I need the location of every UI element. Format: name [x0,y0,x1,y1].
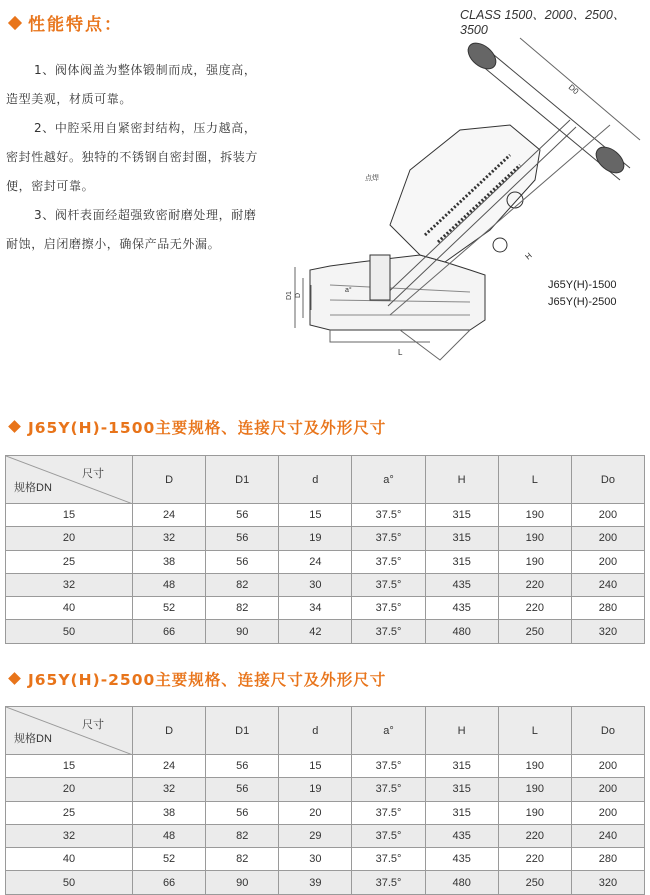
table-cell: 56 [206,527,279,550]
table-cell: 24 [133,504,206,527]
table-cell: 220 [498,597,571,620]
diamond-bullet-icon [8,16,22,30]
corner-header-cell [6,707,133,755]
table-cell: 220 [498,824,571,847]
table-cell: 200 [571,550,644,573]
table-cell: 280 [571,597,644,620]
table-row [6,824,645,847]
table-cell: 435 [425,848,498,871]
table-cell: 190 [498,778,571,801]
features-list [6,56,261,259]
table-cell: 15 [279,504,352,527]
table-cell: 42 [279,620,352,643]
diamond-bullet-icon [8,672,21,685]
table-row [6,550,645,573]
column-header: H [425,707,498,755]
table-cell: 315 [425,801,498,824]
table-cell: 48 [133,824,206,847]
table-cell: 66 [133,620,206,643]
features-heading-text: 性能特点： [28,15,123,35]
table-row [6,801,645,824]
table-cell: 82 [206,597,279,620]
table-row [6,848,645,871]
spec-table-1500 [5,455,645,644]
table-cell: 24 [133,755,206,778]
table-cell: 30 [279,848,352,871]
table-cell: 66 [133,871,206,894]
column-header: a° [352,456,425,504]
table-cell: 200 [571,801,644,824]
table2-title: J65Y(H)-2500主要规格、连接尺寸及外形尺寸 [28,671,387,689]
dim-a-label: a° [345,287,352,294]
table-row [6,597,645,620]
table-cell: 200 [571,755,644,778]
feature-item-3: 3、阀杆表面经超强致密耐磨处理，耐磨耐蚀，启闭磨擦小，确保产品无外漏。 [6,208,257,251]
column-header: D1 [206,456,279,504]
valve-drawing [270,30,650,370]
dim-d-label: D [295,292,302,298]
table-cell: 40 [6,848,133,871]
column-header: D1 [206,707,279,755]
table1-heading [8,416,386,438]
detail-label: 点焊 [365,174,379,182]
corner-top-label: 尺寸 [82,468,104,480]
table-cell: 20 [6,527,133,550]
table-cell: 56 [206,504,279,527]
table-cell: 15 [6,755,133,778]
table-cell: 200 [571,527,644,550]
table-cell: 38 [133,801,206,824]
table-cell: 220 [498,573,571,596]
table-cell: 190 [498,527,571,550]
corner-header-cell [6,456,133,504]
column-header: L [498,707,571,755]
column-header: d [279,707,352,755]
table-cell: 37.5° [352,848,425,871]
table-cell: 50 [6,620,133,643]
table-cell: 37.5° [352,824,425,847]
feature-item-1: 1、阀体阀盖为整体锻制而成，强度高，造型美观，材质可靠。 [6,63,257,106]
table-cell: 190 [498,550,571,573]
table-cell: 250 [498,871,571,894]
diamond-bullet-icon [8,420,21,433]
table-cell: 37.5° [352,550,425,573]
table-cell: 37.5° [352,597,425,620]
table-cell: 39 [279,871,352,894]
table-cell: 48 [133,573,206,596]
table-cell: 32 [6,824,133,847]
table-cell: 190 [498,504,571,527]
table-cell: 320 [571,620,644,643]
table-cell: 220 [498,848,571,871]
table-cell: 435 [425,824,498,847]
table-cell: 200 [571,778,644,801]
spec-table-2500 [5,706,645,895]
table-cell: 90 [206,620,279,643]
table-row [6,527,645,550]
table-cell: 280 [571,848,644,871]
corner-bottom-label: 规格DN [14,482,52,494]
table-cell: 30 [279,573,352,596]
table-cell: 52 [133,597,206,620]
table-cell: 435 [425,573,498,596]
table-cell: 190 [498,801,571,824]
features-heading [8,10,123,35]
table-cell: 56 [206,801,279,824]
table-cell: 82 [206,824,279,847]
table-header-row [6,707,645,755]
table-cell: 315 [425,755,498,778]
table-cell: 56 [206,778,279,801]
corner-top-label: 尺寸 [82,719,104,731]
corner-bottom-label: 规格DN [14,733,52,745]
table-cell: 19 [279,527,352,550]
table-cell: 240 [571,573,644,596]
column-header: d [279,456,352,504]
table-cell: 37.5° [352,504,425,527]
table-cell: 37.5° [352,527,425,550]
table-cell: 34 [279,597,352,620]
table-row [6,871,645,894]
table-cell: 315 [425,550,498,573]
table-cell: 56 [206,755,279,778]
dim-h-label: H [523,250,534,262]
class-label: CLASS 1500、2000、2500、3500 [460,8,626,37]
dim-d1-label: D1 [286,291,293,300]
table-cell: 480 [425,871,498,894]
table-cell: 40 [6,597,133,620]
table-cell: 37.5° [352,778,425,801]
table-cell: 315 [425,527,498,550]
table-cell: 15 [6,504,133,527]
feature-item-2: 2、中腔采用自紧密封结构，压力越高，密封性越好。独特的不锈钢自密封圈，拆装方便，密封可靠。 [6,121,259,193]
dim-l-label: L [398,348,403,357]
column-header: D [133,707,206,755]
table-cell: 29 [279,824,352,847]
table-cell: 37.5° [352,801,425,824]
table-cell: 435 [425,597,498,620]
table-cell: 32 [133,778,206,801]
table-cell: 20 [6,778,133,801]
table-cell: 32 [133,527,206,550]
table-header-row [6,456,645,504]
table-cell: 480 [425,620,498,643]
table-cell: 50 [6,871,133,894]
table-cell: 24 [279,550,352,573]
table2-heading [8,668,386,690]
table-cell: 56 [206,550,279,573]
model-label-2500: J65Y(H)-2500 [548,296,617,308]
table-row [6,504,645,527]
table-cell: 315 [425,504,498,527]
table-cell: 37.5° [352,573,425,596]
table-cell: 315 [425,778,498,801]
table-cell: 19 [279,778,352,801]
table-cell: 250 [498,620,571,643]
table-row [6,620,645,643]
table-cell: 82 [206,848,279,871]
table1-title: J65Y(H)-1500主要规格、连接尺寸及外形尺寸 [28,419,387,437]
table-cell: 200 [571,504,644,527]
column-header: L [498,456,571,504]
table-cell: 20 [279,801,352,824]
dim-d0-label: D0 [566,82,581,97]
table-cell: 82 [206,573,279,596]
table-cell: 38 [133,550,206,573]
table-cell: 37.5° [352,755,425,778]
table-cell: 37.5° [352,871,425,894]
table-cell: 52 [133,848,206,871]
column-header: Do [571,707,644,755]
column-header: a° [352,707,425,755]
table-row [6,755,645,778]
column-header: Do [571,456,644,504]
table-row [6,778,645,801]
table-cell: 320 [571,871,644,894]
table-cell: 90 [206,871,279,894]
column-header: D [133,456,206,504]
table-row [6,573,645,596]
table-cell: 190 [498,755,571,778]
model-label-1500: J65Y(H)-1500 [548,279,617,291]
table-cell: 25 [6,550,133,573]
table-cell: 240 [571,824,644,847]
table-cell: 32 [6,573,133,596]
column-header: H [425,456,498,504]
table-cell: 37.5° [352,620,425,643]
table-cell: 15 [279,755,352,778]
table-cell: 25 [6,801,133,824]
